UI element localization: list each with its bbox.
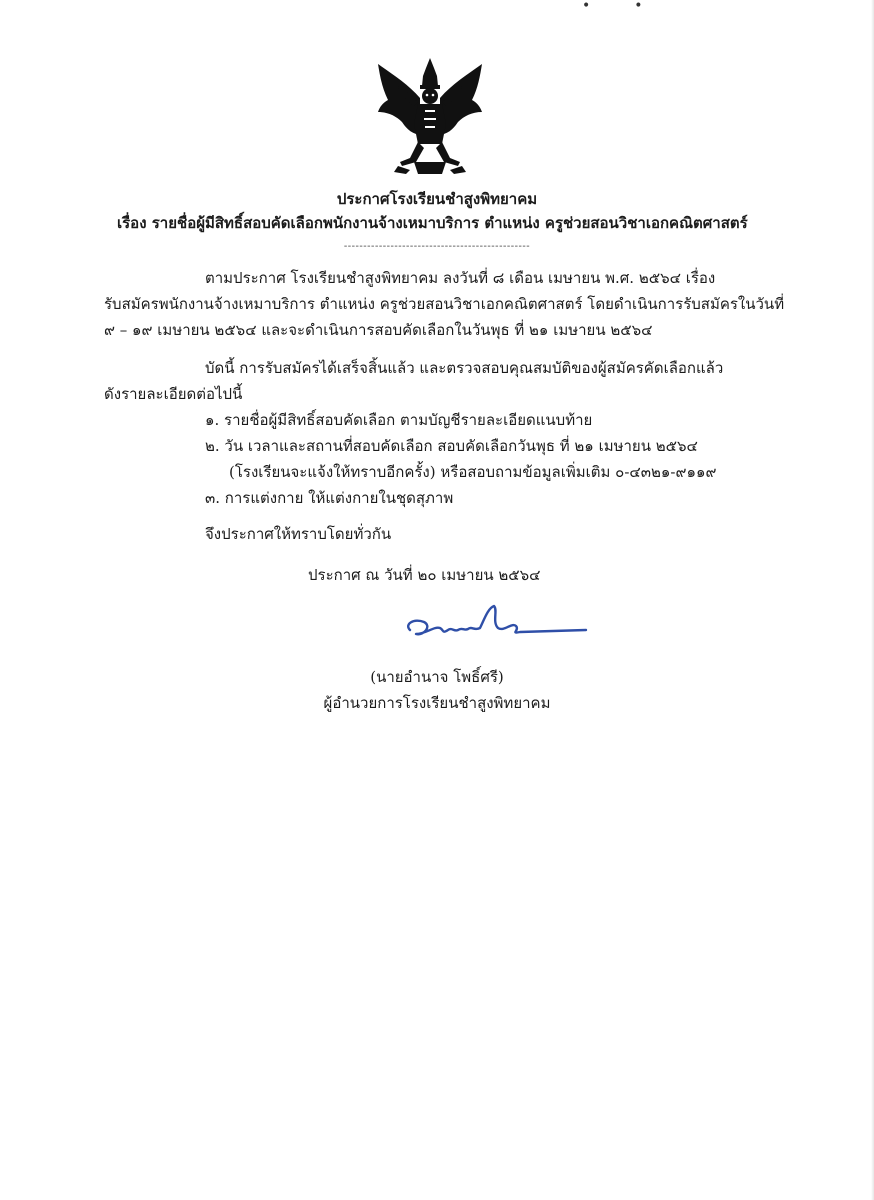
signatory-name: (นายอำนาจ โพธิ์ศรี) <box>370 668 504 686</box>
list-item-2-continuation: (โรงเรียนจะแจ้งให้ทราบอีกครั้ง) หรือสอบถามข้อมูลเพิ่มเติม ๐-๔๓๒๑-๙๑๑๙ <box>229 463 717 481</box>
garuda-emblem-icon <box>370 54 490 180</box>
list-item-2: ๒. วัน เวลาและสถานที่สอบคัดเลือก สอบคัดเลือกวันพุธ ที่ ๒๑ เมษายน ๒๕๖๔ <box>205 437 698 455</box>
list-item-3: ๓. การแต่งกาย ให้แต่งกายในชุดสุภาพ <box>205 489 454 507</box>
announcement-date: ประกาศ ณ วันที่ ๒๐ เมษายน ๒๕๖๔ <box>308 566 541 584</box>
paragraph-1-line-1: ตามประกาศ โรงเรียนชำสูงพิทยาคม ลงวันที่ ๘ เดือน เมษายน พ.ศ. ๒๕๖๔ เรื่อง <box>205 269 716 287</box>
paragraph-2-line-2: ดังรายละเอียดต่อไปนี้ <box>104 385 243 403</box>
paragraph-1-line-3: ๙ – ๑๙ เมษายน ๒๕๖๔ และจะดำเนินการสอบคัดเลือกในวันพุธ ที่ ๒๑ เมษายน ๒๕๖๔ <box>104 321 653 339</box>
paragraph-2-line-1: บัดนี้ การรับสมัครได้เสร็จสิ้นแล้ว และตรวจสอบคุณสมบัติของผู้สมัครคัดเลือกแล้ว <box>205 359 724 377</box>
handwritten-signature <box>398 600 588 648</box>
title-divider: ------------------------------------------------ <box>343 241 531 252</box>
list-item-1: ๑. รายชื่อผู้มีสิทธิ์สอบคัดเลือก ตามบัญชีรายละเอียดแนบท้าย <box>205 411 593 429</box>
signatory-position: ผู้อำนวยการโรงเรียนชำสูงพิทยาคม <box>323 694 551 712</box>
paragraph-1-line-2: รับสมัครพนักงานจ้างเหมาบริการ ตำแหน่ง ครูช่วยสอนวิชาเอกคณิตศาสตร์ โดยดำเนินการรับสมัครในวันที่ <box>104 295 785 313</box>
closing-statement: จึงประกาศให้ทราบโดยทั่วกัน <box>205 525 392 543</box>
scan-marks: •• <box>582 0 687 14</box>
announcement-title: ประกาศโรงเรียนชำสูงพิทยาคม <box>336 190 538 208</box>
announcement-subject: เรื่อง รายชื่อผู้มีสิทธิ์สอบคัดเลือกพนักงานจ้างเหมาบริการ ตำแหน่ง ครูช่วยสอนวิชาเอกคณิตศาสตร์ <box>117 214 748 232</box>
